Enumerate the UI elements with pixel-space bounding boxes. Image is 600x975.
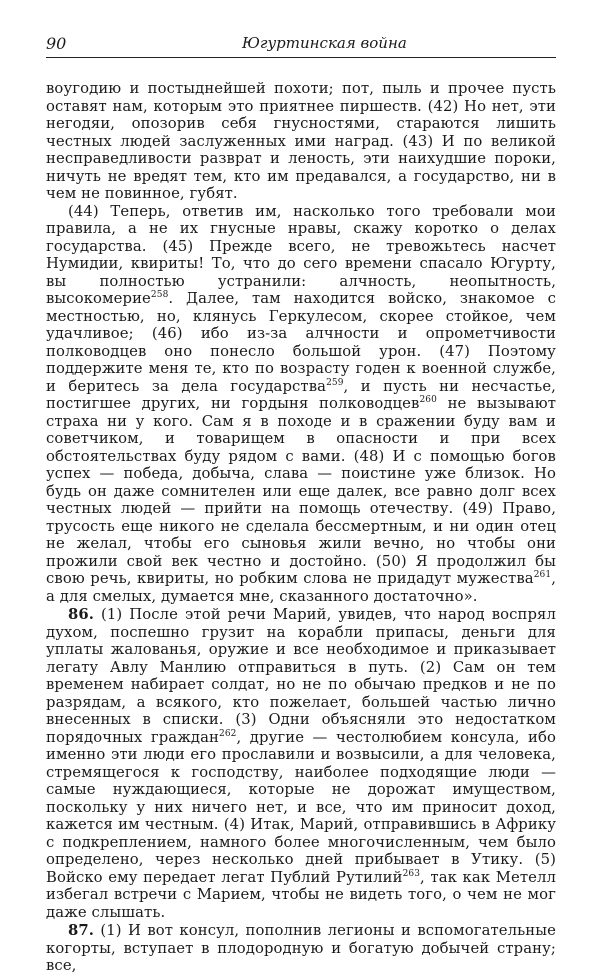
text-segment: , другие — честолюбием консула, ибо именно эти люди его прославили и возвысили, а для человека, стремящегося к господству, наиболее подходящие люди — самые нуждающиеся, которые не дорожат имуществом, поскольку у них ничего нет, и все, что им приносит доход, кажется им честным. (4) Итак, Марий, отправившись в Африку с подкреплением, намного более многочисленным, чем было определено, через несколько дней прибывает в Утику. (5) Войско ему передает легат Публий Рутилий <box>46 728 556 886</box>
paragraph <box>46 922 556 975</box>
footnote-ref: 260 <box>419 395 437 405</box>
text-segment: воугодию и постыднейшей похоти; пот, пыль и прочее пусть оставят нам, которым это приятнее пиршеств. (42) Но нет, эти негодяи, опозорив себя гнусностями, стараются лишить честных людей заслуженных ими наград. (43) И по великой несправедливости разврат и леность, эти наихудшие пороки, ничуть не вредят тем, кто им предавался, а государство, ни в чем не повинное, губят. <box>46 80 556 202</box>
footnote-ref: 262 <box>219 728 237 739</box>
text-segment: . Далее, там находится войско, знакомое с местностью, но, клянусь Геркулесом, скорее стойкое, чем удачливое; (46) ибо из-за алчности и опрометчивости полководцев оно понесло большой урон. (47) Поэтому поддержите меня те, кто по возрасту годен к военной службе, и беритесь за дела государства <box>46 290 556 395</box>
running-title: Югуртинская война <box>242 34 407 52</box>
text-segment: , и пусть ни несчастье, постигшее других, ни гордыня полководцев <box>46 377 556 412</box>
footnote-ref: 259 <box>326 377 344 388</box>
footnote-ref: 258 <box>150 290 169 300</box>
paragraph <box>46 80 556 203</box>
paragraph <box>46 606 556 921</box>
body-text <box>46 80 556 975</box>
page-number: 90 <box>46 34 67 53</box>
chapter-number: 86. <box>68 606 95 623</box>
text-segment: , а для смелых, думается мне, сказанного достаточно». <box>46 570 556 605</box>
text-segment: , так как Метелл избегал встречи с Марием, чтобы не видеть того, о чем не мог даже слышать. <box>46 868 556 921</box>
text-segment: (1) После этой речи Марий, увидев, что народ воспрял духом, поспешно грузит на корабли припасы, деньги для уплаты жалованья, оружие и все необходимое и приказывает легату Авлу Манлию отправиться в путь. (2) Сам он тем временем набирает солдат, но не по обычаю предков и не по разрядам, а всякого, кто пожелает, большей частью лично внесенных в списки. (3) Одни объясняли это недостатком порядочных граждан <box>46 606 556 746</box>
footnote-ref: 263 <box>402 868 421 879</box>
footnote-ref: 261 <box>533 570 552 580</box>
header-rule <box>46 57 556 58</box>
paragraph <box>46 203 556 606</box>
page-header <box>46 28 556 58</box>
text-segment: не вызывают страха ни у кого. Сам я в походе и в сражении буду вам и советчиком, и товарищем в опасности и при всех обстоятельствах буду рядом с вами. (48) И с помощью богов успех — победа, добыча, слава — поистине уже близок. Но будь он даже сомнителен или еще далек, все равно долг всех честных людей — прийти на помощь отечеству. (49) Право, трусость еще никого не сделала бессмертным, и ни один отец не желал, чтобы его сыновья жили вечно, но чтобы они прожили свой век честно и достойно. (50) Я продолжил бы свою речь, квириты, но робким слова не придадут мужества <box>46 395 556 587</box>
text-segment: (1) И вот консул, пополнив легионы и вспомогательные когорты, вступает в плодородную и богатую добычей страну; все, <box>46 922 556 974</box>
text-segment: (44) Теперь, ответив им, насколько того требовали мои правила, а не их гнусные нравы, скажу коротко о делах государства. (45) Прежде всего, не тревожьтесь насчет Нумидии, квириты! То, что до сего времени спасало Югурту, вы полностью устранили: алчность, неопытность, высокомерие <box>46 202 556 307</box>
chapter-number: 87. <box>68 922 95 939</box>
